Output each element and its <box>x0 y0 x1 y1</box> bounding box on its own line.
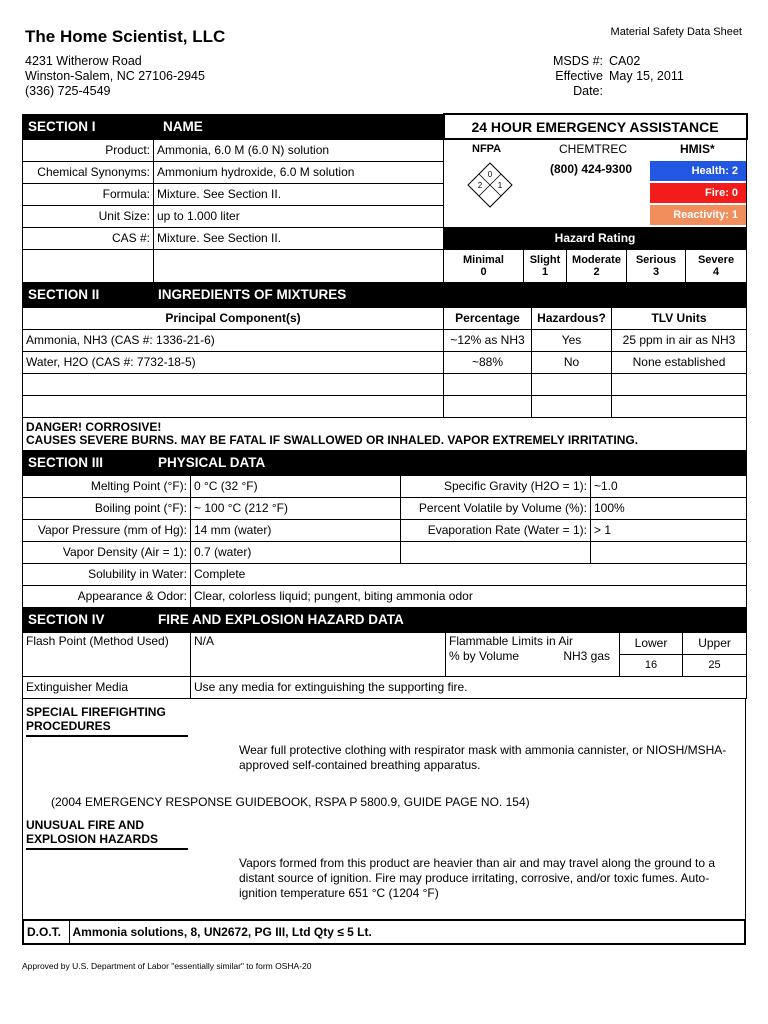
msds-form <box>22 113 746 945</box>
melting-point-label: Melting Point (°F): <box>23 475 191 497</box>
synonyms-label: Chemical Synonyms: <box>23 161 154 183</box>
col-hazardous: Hazardous? <box>532 307 612 329</box>
emergency-title: 24 HOUR EMERGENCY ASSISTANCE <box>444 114 747 139</box>
footer-note: Approved by U.S. Department of Labor "essentially similar" to form OSHA-20 <box>22 961 312 971</box>
formula-value: Mixture. See Section II. <box>154 183 444 205</box>
rating-value: 4 <box>712 265 720 278</box>
address-line1: 4231 Witherow Road <box>25 54 142 68</box>
lower-label: Lower <box>620 632 683 654</box>
upper-value: 25 <box>683 654 747 676</box>
percent-volatile-value: 100% <box>591 497 747 519</box>
flash-point-value: N/A <box>191 632 446 676</box>
blank-cell <box>591 541 747 563</box>
product-value: Ammonia, 6.0 M (6.0 N) solution <box>154 139 444 161</box>
col-component: Principal Component(s) <box>23 307 444 329</box>
rating-value: 2 <box>593 265 600 278</box>
table-row-empty <box>23 395 747 417</box>
chemtrec-phone: (800) 424-9300 <box>550 162 633 176</box>
unusual-hazards-text: Vapors formed from this product are heavier than air and may travel along the ground to a distant source of ignition. Fire may produce irritating, corrosive, and/or toxic fumes. Auto-ignition temperature 651 °C (1204 °F) <box>239 855 716 900</box>
section1-number: SECTION I <box>28 119 96 134</box>
company-name: The Home Scientist, LLC <box>25 27 226 46</box>
evaporation-rate-value: > 1 <box>591 519 747 541</box>
guidebook-reference: (2004 EMERGENCY RESPONSE GUIDEBOOK, RSPA P 5800.9, GUIDE PAGE NO. 154) <box>51 794 530 809</box>
solubility-label: Solubility in Water: <box>23 563 191 585</box>
rating-moderate <box>567 249 627 282</box>
emergency-panel <box>444 139 747 227</box>
percentage-cell: ~88% <box>444 351 532 373</box>
danger-warning <box>23 417 747 450</box>
appearance-value: Clear, colorless liquid; pungent, biting ammonia odor <box>191 585 747 607</box>
tlv-cell: None established <box>612 351 747 373</box>
flash-point-label: Flash Point (Method Used) <box>23 632 191 676</box>
tlv-cell: 25 ppm in air as NH3 <box>612 329 747 351</box>
address-line2: Winston-Salem, NC 27106-2945 <box>25 69 205 83</box>
product-label: Product: <box>23 139 154 161</box>
dot-value: Ammonia solutions, 8, UN2672, PG III, Ltd Qty ≤ 5 Lt. <box>69 920 745 944</box>
cas-label: CAS #: <box>23 227 154 249</box>
dot-label: D.O.T. <box>23 920 69 944</box>
rating-value: 3 <box>652 265 660 278</box>
formula-label: Formula: <box>23 183 154 205</box>
hmis-label: HMIS* <box>680 142 715 156</box>
boiling-point-value: ~ 100 °C (212 °F) <box>191 497 401 519</box>
unit-size-value: up to 1.000 liter <box>154 205 444 227</box>
danger-line2: CAUSES SEVERE BURNS. MAY BE FATAL IF SWALLOWED OR INHALED. VAPOR EXTREMELY IRRITATING. <box>26 432 639 447</box>
melting-point-value: 0 °C (32 °F) <box>191 475 401 497</box>
rating-name: Severe <box>697 253 735 266</box>
upper-label: Upper <box>683 632 747 654</box>
rating-minimal <box>444 249 524 282</box>
col-percentage: Percentage <box>444 307 532 329</box>
special-heading-line2: PROCEDURES <box>26 718 111 733</box>
danger-line1: DANGER! CORROSIVE! <box>26 419 162 434</box>
rating-severe <box>686 249 747 282</box>
special-firefighting-text: Wear full protective clothing with respirator mask with ammonia cannister, or NIOSH/MSHA-approved self-contained breathing apparatus. <box>239 742 727 772</box>
extinguisher-value: Use any media for extinguishing the supporting fire. <box>191 676 747 698</box>
blank-cell <box>23 249 154 282</box>
rating-value: 1 <box>541 265 549 278</box>
component-cell: Water, H2O (CAS #: 7732-18-5) <box>23 351 444 373</box>
special-heading-line1: SPECIAL FIREFIGHTING <box>26 704 166 719</box>
appearance-label: Appearance & Odor: <box>23 585 191 607</box>
section2-header <box>23 282 747 307</box>
msds-number-label: MSDS #: <box>552 54 603 68</box>
rating-name: Moderate <box>572 253 621 266</box>
col-tlv: TLV Units <box>612 307 747 329</box>
section4-number: SECTION IV <box>28 612 105 627</box>
section2-title: INGREDIENTS OF MIXTURES <box>158 287 347 302</box>
blank-cell <box>154 249 444 282</box>
section4-title: FIRE AND EXPLOSION HAZARD DATA <box>158 612 404 627</box>
special-firefighting-heading <box>26 705 188 737</box>
nfpa-label: NFPA <box>472 143 502 155</box>
rating-value: 0 <box>480 265 487 278</box>
extinguisher-label: Extinguisher Media <box>23 676 191 698</box>
section4-table <box>22 607 747 699</box>
flammable-limits <box>446 632 620 676</box>
blank-cell <box>401 541 591 563</box>
msds-meta <box>523 54 684 99</box>
table-row <box>23 329 747 351</box>
section2-number: SECTION II <box>28 287 100 302</box>
rating-name: Minimal <box>463 253 504 266</box>
flammable-limits-unit: % by Volume <box>449 648 520 663</box>
section1-header <box>23 114 444 139</box>
rating-name: Serious <box>635 253 677 266</box>
vapor-density-label: Vapor Density (Air = 1): <box>23 541 191 563</box>
hmis-fire: Fire: 0 <box>650 183 746 203</box>
solubility-value: Complete <box>191 563 747 585</box>
unit-size-label: Unit Size: <box>23 205 154 227</box>
percentage-cell: ~12% as NH3 <box>444 329 532 351</box>
flammable-limits-title: Flammable Limits in Air <box>449 633 574 648</box>
nfpa-reactivity: 1 <box>497 181 503 190</box>
nfpa-flammability: 0 <box>487 170 493 179</box>
effective-date: May 15, 2011 <box>609 69 684 83</box>
section3-title: PHYSICAL DATA <box>158 455 266 470</box>
table-row <box>23 351 747 373</box>
vapor-pressure-value: 14 mm (water) <box>191 519 401 541</box>
cas-value: Mixture. See Section II. <box>154 227 444 249</box>
section1-title: NAME <box>163 119 203 134</box>
specific-gravity-value: ~1.0 <box>591 475 747 497</box>
table-row-empty <box>23 373 747 395</box>
nfpa-diamond-icon <box>467 162 513 208</box>
vapor-pressure-label: Vapor Pressure (mm of Hg): <box>23 519 191 541</box>
hmis-reactivity: Reactivity: 1 <box>650 205 746 225</box>
hazardous-cell: No <box>532 351 612 373</box>
dot-table <box>22 919 746 945</box>
rating-name: Slight <box>529 253 561 266</box>
chemtrec-label: CHEMTREC <box>559 142 627 156</box>
section4-header <box>23 607 747 632</box>
rating-slight <box>524 249 567 282</box>
hmis-health: Health: 2 <box>650 161 746 181</box>
unusual-heading-line1: UNUSUAL FIRE AND <box>26 817 145 832</box>
boiling-point-label: Boiling point (°F): <box>23 497 191 519</box>
msds-number: CA02 <box>609 54 641 68</box>
document-type: Material Safety Data Sheet <box>610 26 742 38</box>
vapor-density-value: 0.7 (water) <box>191 541 401 563</box>
percent-volatile-label: Percent Volatile by Volume (%): <box>401 497 591 519</box>
section3-table <box>22 450 747 608</box>
section2-table <box>22 282 747 451</box>
flammable-limits-gas: NH3 gas <box>563 648 610 663</box>
rating-serious <box>627 249 686 282</box>
nfpa-health: 2 <box>477 181 483 190</box>
section1-table <box>22 113 748 283</box>
hazardous-cell: Yes <box>532 329 612 351</box>
narrative-block <box>22 699 746 919</box>
hazard-rating-header: Hazard Rating <box>444 227 747 249</box>
unusual-hazards-heading <box>26 818 188 850</box>
synonyms-value: Ammonium hydroxide, 6.0 M solution <box>154 161 444 183</box>
component-cell: Ammonia, NH3 (CAS #: 1336-21-6) <box>23 329 444 351</box>
company-phone: (336) 725-4549 <box>25 84 111 98</box>
evaporation-rate-label: Evaporation Rate (Water = 1): <box>401 519 591 541</box>
section3-number: SECTION III <box>28 455 104 470</box>
effective-date-label: Effective Date: <box>555 69 603 98</box>
lower-value: 16 <box>620 654 683 676</box>
unusual-heading-line2: EXPLOSION HAZARDS <box>26 831 159 846</box>
company-address <box>25 54 205 99</box>
section3-header <box>23 450 747 475</box>
specific-gravity-label: Specific Gravity (H2O = 1): <box>401 475 591 497</box>
